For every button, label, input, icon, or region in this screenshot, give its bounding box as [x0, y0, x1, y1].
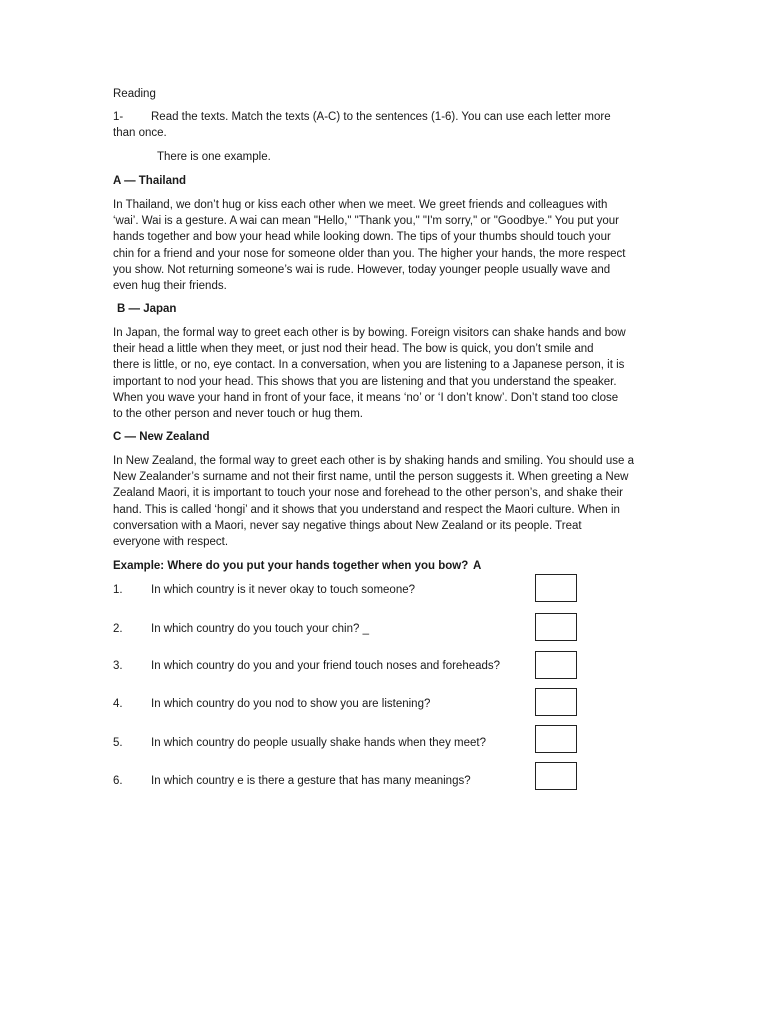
question-text: In which country is it never okay to touch someone?: [151, 584, 416, 596]
text-line: In Thailand, we don’t hug or kiss each other when we meet. We greet friends and colleagues with: [113, 199, 608, 211]
question-number: 1.: [113, 584, 123, 596]
text-line: In New Zealand, the formal way to greet each other is by shaking hands and smiling. You should use a: [113, 455, 635, 467]
instruction-line-1: Read the texts. Match the texts (A-C) to the sentences (1-6). You can use each letter more: [151, 111, 611, 123]
question-text: In which country e is there a gesture that has many meanings?: [151, 775, 471, 787]
answer-box-2[interactable]: [535, 613, 577, 641]
answer-box-1[interactable]: [535, 574, 577, 602]
section-text-new-zealand: [113, 453, 653, 550]
text-line: In Japan, the formal way to greet each other is by bowing. Foreign visitors can shake hands and bow: [113, 327, 626, 339]
question-number: 6.: [113, 775, 123, 787]
text-line: chin for a friend and your nose for someone older than you. The higher your hands, the more respect: [113, 247, 626, 260]
answer-box-3[interactable]: [535, 651, 577, 679]
example-note: There is one example.: [157, 151, 271, 163]
text-line: there is little, or no, eye contact. In a conversation, when you are listening to a Japanese person, it is: [113, 359, 625, 372]
text-line: to the other person and never touch or hug them.: [113, 408, 363, 421]
text-line: When you wave your hand in front of your face, it means ‘no’ or ‘I don’t know’. Don’t stand too close: [113, 391, 619, 404]
section-title-japan: B — Japan: [117, 303, 177, 315]
text-line: Zealand Maori, it is important to touch your nose and forehead to the other person’s, and shake their: [113, 487, 623, 500]
text-line: everyone with respect.: [113, 536, 229, 549]
text-line: even hug their friends.: [113, 280, 227, 293]
section-text-japan: [113, 325, 653, 422]
text-line: you show. Not returning someone’s wai is rude. However, today younger people usually wave and: [113, 263, 611, 276]
section-title-thailand: A — Thailand: [113, 175, 187, 187]
instruction-number: 1-: [113, 111, 124, 123]
question-number: 2.: [113, 623, 123, 635]
text-line: New Zealander’s surname and not their first name, until the person suggests it. When greeting a New: [113, 471, 629, 484]
text-line: conversation with a Maori, never say negative things about New Zealand or its people. Treat: [113, 519, 582, 532]
text-line: important to nod your head. This shows that you are listening and that you understand the speaker.: [113, 375, 617, 388]
text-line: ‘wai’. Wai is a gesture. A wai can mean "Hello," "Thank you," "I'm sorry," or "Goodbye." You put your: [113, 215, 619, 228]
example-answer: A: [473, 560, 482, 572]
question-text: In which country do you and your friend touch noses and foreheads?: [151, 660, 501, 672]
text-line: hand. This is called ‘hongi’ and it shows that you understand and respect the Maori culture. When in: [113, 503, 620, 516]
page-heading: Reading: [113, 88, 156, 100]
text-line: their head a little when they meet, or just nod their head. The bow is quick, you don’t smile and: [113, 343, 594, 356]
question-number: 4.: [113, 698, 123, 710]
question-number: 3.: [113, 660, 123, 672]
answer-box-5[interactable]: [535, 725, 577, 753]
question-text: In which country do you nod to show you are listening?: [151, 698, 431, 710]
instruction-line-2: than once.: [113, 127, 167, 139]
answer-box-6[interactable]: [535, 762, 577, 790]
question-text: In which country do you touch your chin? _: [151, 623, 369, 635]
section-title-new-zealand: C — New Zealand: [113, 431, 210, 443]
example-question: Example: Where do you put your hands together when you bow?: [113, 560, 469, 572]
question-number: 5.: [113, 737, 123, 749]
answer-box-4[interactable]: [535, 688, 577, 716]
section-text-thailand: [113, 197, 653, 294]
question-text: In which country do people usually shake hands when they meet?: [151, 737, 486, 749]
text-line: hands together and bow your head while looking down. The tips of your thumbs should touch your: [113, 231, 611, 244]
